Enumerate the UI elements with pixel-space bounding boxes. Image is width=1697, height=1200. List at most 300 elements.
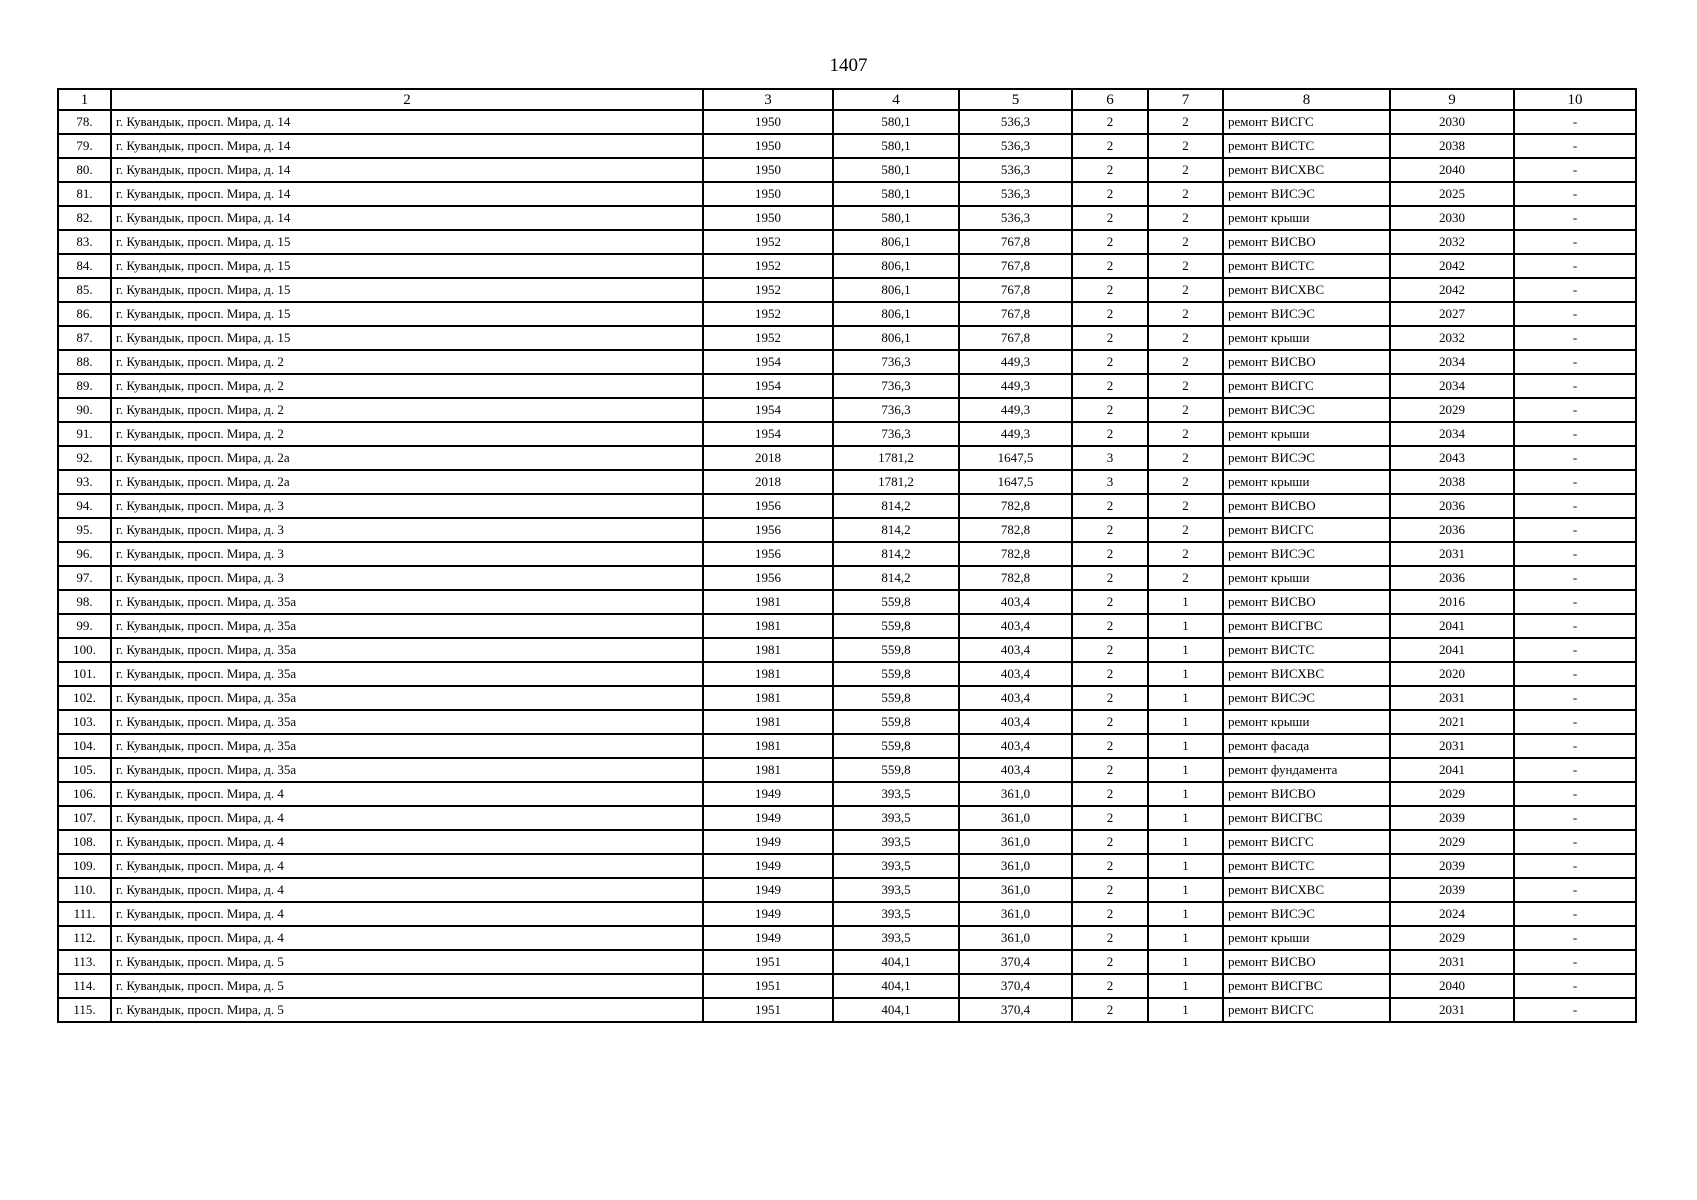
- cell-note: -: [1514, 326, 1636, 350]
- table-row: [58, 950, 1636, 974]
- cell-work-type: ремонт ВИСГС: [1223, 518, 1390, 542]
- cell-work-type: ремонт ВИСВО: [1223, 350, 1390, 374]
- cell-living-area: 370,4: [959, 950, 1072, 974]
- cell-build-year: 1981: [703, 734, 833, 758]
- cell-row-number: 106.: [58, 782, 111, 806]
- cell-floors: 2: [1072, 686, 1148, 710]
- cell-row-number: 94.: [58, 494, 111, 518]
- cell-note: -: [1514, 206, 1636, 230]
- cell-address: г. Кувандык, просп. Мира, д. 14: [111, 158, 703, 182]
- cell-total-area: 559,8: [833, 590, 959, 614]
- cell-planned-year: 2039: [1390, 878, 1514, 902]
- cell-living-area: 449,3: [959, 398, 1072, 422]
- cell-address: г. Кувандык, просп. Мира, д. 35а: [111, 614, 703, 638]
- cell-entrances: 1: [1148, 902, 1223, 926]
- cell-note: -: [1514, 494, 1636, 518]
- cell-work-type: ремонт ВИСВО: [1223, 590, 1390, 614]
- cell-floors: 2: [1072, 902, 1148, 926]
- cell-living-area: 361,0: [959, 782, 1072, 806]
- cell-floors: 2: [1072, 422, 1148, 446]
- cell-work-type: ремонт крыши: [1223, 422, 1390, 446]
- column-header-2: 2: [111, 89, 703, 110]
- cell-entrances: 2: [1148, 326, 1223, 350]
- cell-living-area: 782,8: [959, 542, 1072, 566]
- cell-address: г. Кувандык, просп. Мира, д. 14: [111, 206, 703, 230]
- cell-planned-year: 2034: [1390, 350, 1514, 374]
- cell-living-area: 403,4: [959, 710, 1072, 734]
- cell-note: -: [1514, 734, 1636, 758]
- cell-planned-year: 2029: [1390, 926, 1514, 950]
- table-row: [58, 566, 1636, 590]
- cell-living-area: 449,3: [959, 422, 1072, 446]
- cell-floors: 2: [1072, 830, 1148, 854]
- cell-build-year: 1949: [703, 806, 833, 830]
- table-row: [58, 614, 1636, 638]
- cell-total-area: 404,1: [833, 950, 959, 974]
- cell-floors: 2: [1072, 878, 1148, 902]
- table-row: [58, 278, 1636, 302]
- cell-row-number: 83.: [58, 230, 111, 254]
- cell-note: -: [1514, 902, 1636, 926]
- cell-work-type: ремонт крыши: [1223, 206, 1390, 230]
- cell-total-area: 736,3: [833, 374, 959, 398]
- cell-note: -: [1514, 998, 1636, 1022]
- cell-floors: 2: [1072, 398, 1148, 422]
- cell-work-type: ремонт ВИСЭС: [1223, 686, 1390, 710]
- cell-total-area: 559,8: [833, 758, 959, 782]
- cell-entrances: 1: [1148, 758, 1223, 782]
- cell-address: г. Кувандык, просп. Мира, д. 5: [111, 998, 703, 1022]
- cell-planned-year: 2029: [1390, 398, 1514, 422]
- cell-total-area: 393,5: [833, 854, 959, 878]
- table-row: [58, 662, 1636, 686]
- table-row: [58, 230, 1636, 254]
- cell-work-type: ремонт фундамента: [1223, 758, 1390, 782]
- cell-entrances: 2: [1148, 206, 1223, 230]
- cell-entrances: 1: [1148, 710, 1223, 734]
- cell-floors: 2: [1072, 254, 1148, 278]
- cell-build-year: 1952: [703, 326, 833, 350]
- cell-entrances: 2: [1148, 182, 1223, 206]
- cell-address: г. Кувандык, просп. Мира, д. 15: [111, 278, 703, 302]
- cell-work-type: ремонт ВИСГВС: [1223, 614, 1390, 638]
- cell-total-area: 806,1: [833, 326, 959, 350]
- cell-living-area: 536,3: [959, 110, 1072, 134]
- cell-note: -: [1514, 758, 1636, 782]
- cell-planned-year: 2031: [1390, 686, 1514, 710]
- cell-note: -: [1514, 470, 1636, 494]
- cell-total-area: 580,1: [833, 206, 959, 230]
- cell-note: -: [1514, 398, 1636, 422]
- cell-build-year: 1952: [703, 302, 833, 326]
- cell-total-area: 404,1: [833, 974, 959, 998]
- cell-entrances: 2: [1148, 422, 1223, 446]
- cell-entrances: 1: [1148, 830, 1223, 854]
- table-row: [58, 902, 1636, 926]
- cell-living-area: 370,4: [959, 998, 1072, 1022]
- cell-work-type: ремонт крыши: [1223, 470, 1390, 494]
- cell-floors: 2: [1072, 374, 1148, 398]
- cell-row-number: 100.: [58, 638, 111, 662]
- cell-living-area: 782,8: [959, 566, 1072, 590]
- cell-floors: 2: [1072, 614, 1148, 638]
- cell-living-area: 449,3: [959, 350, 1072, 374]
- cell-note: -: [1514, 806, 1636, 830]
- cell-work-type: ремонт ВИСГС: [1223, 998, 1390, 1022]
- cell-build-year: 1949: [703, 926, 833, 950]
- cell-row-number: 90.: [58, 398, 111, 422]
- cell-total-area: 580,1: [833, 158, 959, 182]
- cell-floors: 2: [1072, 926, 1148, 950]
- page-number: 1407: [829, 55, 868, 76]
- cell-entrances: 2: [1148, 110, 1223, 134]
- cell-living-area: 536,3: [959, 158, 1072, 182]
- cell-build-year: 1981: [703, 614, 833, 638]
- cell-note: -: [1514, 686, 1636, 710]
- cell-address: г. Кувандык, просп. Мира, д. 3: [111, 494, 703, 518]
- cell-address: г. Кувандык, просп. Мира, д. 35а: [111, 686, 703, 710]
- table-row: [58, 638, 1636, 662]
- column-header-10: 10: [1514, 89, 1636, 110]
- cell-note: -: [1514, 134, 1636, 158]
- cell-work-type: ремонт ВИСВО: [1223, 950, 1390, 974]
- cell-row-number: 96.: [58, 542, 111, 566]
- header-row: [58, 89, 1636, 110]
- cell-build-year: 1956: [703, 542, 833, 566]
- cell-living-area: 767,8: [959, 254, 1072, 278]
- cell-work-type: ремонт ВИСГВС: [1223, 974, 1390, 998]
- cell-row-number: 92.: [58, 446, 111, 470]
- cell-entrances: 1: [1148, 998, 1223, 1022]
- cell-total-area: 393,5: [833, 878, 959, 902]
- cell-address: г. Кувандык, просп. Мира, д. 35а: [111, 734, 703, 758]
- cell-total-area: 559,8: [833, 614, 959, 638]
- cell-planned-year: 2021: [1390, 710, 1514, 734]
- table-row: [58, 974, 1636, 998]
- cell-work-type: ремонт ВИСГС: [1223, 110, 1390, 134]
- cell-build-year: 1951: [703, 998, 833, 1022]
- cell-living-area: 403,4: [959, 638, 1072, 662]
- cell-address: г. Кувандык, просп. Мира, д. 3: [111, 542, 703, 566]
- cell-planned-year: 2032: [1390, 230, 1514, 254]
- cell-address: г. Кувандык, просп. Мира, д. 35а: [111, 662, 703, 686]
- cell-total-area: 736,3: [833, 398, 959, 422]
- table-row: [58, 998, 1636, 1022]
- cell-entrances: 1: [1148, 782, 1223, 806]
- cell-floors: 2: [1072, 230, 1148, 254]
- cell-floors: 3: [1072, 446, 1148, 470]
- cell-note: -: [1514, 878, 1636, 902]
- cell-floors: 2: [1072, 854, 1148, 878]
- cell-work-type: ремонт ВИСЭС: [1223, 302, 1390, 326]
- cell-entrances: 2: [1148, 566, 1223, 590]
- table-row: [58, 734, 1636, 758]
- cell-planned-year: 2036: [1390, 518, 1514, 542]
- cell-work-type: ремонт ВИСЭС: [1223, 446, 1390, 470]
- cell-build-year: 1949: [703, 782, 833, 806]
- cell-address: г. Кувандык, просп. Мира, д. 15: [111, 230, 703, 254]
- table-row: [58, 590, 1636, 614]
- cell-row-number: 98.: [58, 590, 111, 614]
- cell-total-area: 814,2: [833, 566, 959, 590]
- cell-living-area: 361,0: [959, 878, 1072, 902]
- cell-row-number: 115.: [58, 998, 111, 1022]
- cell-row-number: 80.: [58, 158, 111, 182]
- cell-living-area: 403,4: [959, 614, 1072, 638]
- cell-row-number: 79.: [58, 134, 111, 158]
- cell-floors: 2: [1072, 494, 1148, 518]
- cell-note: -: [1514, 278, 1636, 302]
- cell-floors: 2: [1072, 758, 1148, 782]
- cell-row-number: 91.: [58, 422, 111, 446]
- cell-row-number: 114.: [58, 974, 111, 998]
- cell-work-type: ремонт ВИСЭС: [1223, 902, 1390, 926]
- cell-build-year: 1952: [703, 230, 833, 254]
- cell-floors: 2: [1072, 110, 1148, 134]
- cell-entrances: 2: [1148, 470, 1223, 494]
- column-header-6: 6: [1072, 89, 1148, 110]
- cell-living-area: 1647,5: [959, 446, 1072, 470]
- cell-entrances: 1: [1148, 806, 1223, 830]
- table-row: [58, 518, 1636, 542]
- cell-note: -: [1514, 182, 1636, 206]
- cell-work-type: ремонт ВИСВО: [1223, 494, 1390, 518]
- cell-entrances: 2: [1148, 398, 1223, 422]
- cell-floors: 2: [1072, 662, 1148, 686]
- cell-planned-year: 2031: [1390, 950, 1514, 974]
- table-row: [58, 758, 1636, 782]
- cell-entrances: 2: [1148, 278, 1223, 302]
- cell-total-area: 806,1: [833, 302, 959, 326]
- table-row: [58, 446, 1636, 470]
- cell-build-year: 1952: [703, 254, 833, 278]
- cell-address: г. Кувандык, просп. Мира, д. 4: [111, 830, 703, 854]
- cell-work-type: ремонт ВИСВО: [1223, 782, 1390, 806]
- cell-address: г. Кувандык, просп. Мира, д. 14: [111, 182, 703, 206]
- cell-living-area: 403,4: [959, 686, 1072, 710]
- cell-entrances: 1: [1148, 974, 1223, 998]
- cell-work-type: ремонт ВИСЭС: [1223, 398, 1390, 422]
- cell-planned-year: 2027: [1390, 302, 1514, 326]
- column-header-1: 1: [58, 89, 111, 110]
- cell-planned-year: 2038: [1390, 470, 1514, 494]
- table-row: [58, 470, 1636, 494]
- cell-entrances: 1: [1148, 926, 1223, 950]
- cell-total-area: 814,2: [833, 518, 959, 542]
- cell-build-year: 2018: [703, 446, 833, 470]
- cell-planned-year: 2038: [1390, 134, 1514, 158]
- cell-planned-year: 2034: [1390, 374, 1514, 398]
- cell-living-area: 361,0: [959, 902, 1072, 926]
- cell-address: г. Кувандык, просп. Мира, д. 5: [111, 950, 703, 974]
- cell-row-number: 103.: [58, 710, 111, 734]
- cell-note: -: [1514, 566, 1636, 590]
- cell-work-type: ремонт ВИСВО: [1223, 230, 1390, 254]
- cell-living-area: 449,3: [959, 374, 1072, 398]
- table-row: [58, 686, 1636, 710]
- cell-address: г. Кувандык, просп. Мира, д. 35а: [111, 710, 703, 734]
- table-row: [58, 710, 1636, 734]
- cell-planned-year: 2029: [1390, 830, 1514, 854]
- cell-address: г. Кувандык, просп. Мира, д. 35а: [111, 758, 703, 782]
- cell-address: г. Кувандык, просп. Мира, д. 2а: [111, 470, 703, 494]
- cell-address: г. Кувандык, просп. Мира, д. 4: [111, 806, 703, 830]
- cell-total-area: 736,3: [833, 422, 959, 446]
- cell-entrances: 1: [1148, 590, 1223, 614]
- table-row: [58, 134, 1636, 158]
- cell-floors: 2: [1072, 278, 1148, 302]
- column-header-9: 9: [1390, 89, 1514, 110]
- cell-work-type: ремонт ВИСХВС: [1223, 878, 1390, 902]
- cell-note: -: [1514, 662, 1636, 686]
- cell-build-year: 1954: [703, 398, 833, 422]
- cell-planned-year: 2040: [1390, 974, 1514, 998]
- cell-total-area: 559,8: [833, 710, 959, 734]
- cell-address: г. Кувандык, просп. Мира, д. 3: [111, 518, 703, 542]
- cell-row-number: 86.: [58, 302, 111, 326]
- cell-planned-year: 2041: [1390, 638, 1514, 662]
- cell-planned-year: 2031: [1390, 542, 1514, 566]
- cell-living-area: 361,0: [959, 854, 1072, 878]
- cell-total-area: 559,8: [833, 638, 959, 662]
- cell-floors: 2: [1072, 350, 1148, 374]
- cell-row-number: 85.: [58, 278, 111, 302]
- cell-note: -: [1514, 302, 1636, 326]
- cell-total-area: 736,3: [833, 350, 959, 374]
- cell-row-number: 101.: [58, 662, 111, 686]
- cell-entrances: 2: [1148, 350, 1223, 374]
- cell-total-area: 393,5: [833, 926, 959, 950]
- cell-row-number: 89.: [58, 374, 111, 398]
- cell-build-year: 1949: [703, 830, 833, 854]
- cell-note: -: [1514, 950, 1636, 974]
- cell-note: -: [1514, 230, 1636, 254]
- cell-row-number: 109.: [58, 854, 111, 878]
- cell-floors: 2: [1072, 782, 1148, 806]
- cell-planned-year: 2042: [1390, 254, 1514, 278]
- cell-planned-year: 2016: [1390, 590, 1514, 614]
- cell-planned-year: 2025: [1390, 182, 1514, 206]
- cell-work-type: ремонт ВИСТС: [1223, 134, 1390, 158]
- cell-living-area: 767,8: [959, 326, 1072, 350]
- cell-note: -: [1514, 542, 1636, 566]
- cell-build-year: 1956: [703, 566, 833, 590]
- cell-entrances: 1: [1148, 662, 1223, 686]
- cell-entrances: 1: [1148, 950, 1223, 974]
- cell-address: г. Кувандык, просп. Мира, д. 2: [111, 398, 703, 422]
- cell-address: г. Кувандык, просп. Мира, д. 15: [111, 326, 703, 350]
- cell-build-year: 1981: [703, 686, 833, 710]
- cell-build-year: 1950: [703, 134, 833, 158]
- cell-work-type: ремонт ВИСХВС: [1223, 158, 1390, 182]
- cell-build-year: 2018: [703, 470, 833, 494]
- table-row: [58, 398, 1636, 422]
- cell-floors: 2: [1072, 302, 1148, 326]
- cell-row-number: 99.: [58, 614, 111, 638]
- cell-row-number: 97.: [58, 566, 111, 590]
- cell-planned-year: 2036: [1390, 494, 1514, 518]
- cell-address: г. Кувандык, просп. Мира, д. 14: [111, 134, 703, 158]
- table-row: [58, 854, 1636, 878]
- cell-build-year: 1949: [703, 878, 833, 902]
- cell-floors: 2: [1072, 974, 1148, 998]
- cell-floors: 2: [1072, 158, 1148, 182]
- cell-entrances: 2: [1148, 446, 1223, 470]
- cell-build-year: 1954: [703, 374, 833, 398]
- cell-total-area: 393,5: [833, 806, 959, 830]
- cell-address: г. Кувандык, просп. Мира, д. 4: [111, 854, 703, 878]
- cell-living-area: 403,4: [959, 590, 1072, 614]
- cell-floors: 2: [1072, 638, 1148, 662]
- cell-total-area: 806,1: [833, 230, 959, 254]
- cell-note: -: [1514, 830, 1636, 854]
- cell-entrances: 1: [1148, 734, 1223, 758]
- cell-planned-year: 2040: [1390, 158, 1514, 182]
- cell-row-number: 88.: [58, 350, 111, 374]
- cell-address: г. Кувандык, просп. Мира, д. 15: [111, 302, 703, 326]
- cell-total-area: 806,1: [833, 278, 959, 302]
- cell-row-number: 105.: [58, 758, 111, 782]
- cell-planned-year: 2043: [1390, 446, 1514, 470]
- table-row: [58, 542, 1636, 566]
- cell-row-number: 82.: [58, 206, 111, 230]
- cell-build-year: 1951: [703, 950, 833, 974]
- table-row: [58, 878, 1636, 902]
- cell-build-year: 1949: [703, 902, 833, 926]
- cell-entrances: 2: [1148, 302, 1223, 326]
- cell-living-area: 361,0: [959, 830, 1072, 854]
- cell-row-number: 108.: [58, 830, 111, 854]
- cell-floors: 2: [1072, 566, 1148, 590]
- cell-note: -: [1514, 518, 1636, 542]
- cell-floors: 2: [1072, 518, 1148, 542]
- table-row: [58, 158, 1636, 182]
- cell-note: -: [1514, 614, 1636, 638]
- cell-living-area: 536,3: [959, 134, 1072, 158]
- cell-living-area: 767,8: [959, 302, 1072, 326]
- cell-living-area: 361,0: [959, 926, 1072, 950]
- cell-entrances: 2: [1148, 494, 1223, 518]
- cell-address: г. Кувандык, просп. Мира, д. 2: [111, 422, 703, 446]
- table-row: [58, 182, 1636, 206]
- cell-total-area: 559,8: [833, 686, 959, 710]
- cell-living-area: 767,8: [959, 278, 1072, 302]
- cell-build-year: 1950: [703, 158, 833, 182]
- cell-planned-year: 2024: [1390, 902, 1514, 926]
- cell-floors: 2: [1072, 326, 1148, 350]
- cell-address: г. Кувандык, просп. Мира, д. 4: [111, 878, 703, 902]
- cell-planned-year: 2041: [1390, 614, 1514, 638]
- cell-living-area: 361,0: [959, 806, 1072, 830]
- cell-work-type: ремонт ВИСГС: [1223, 374, 1390, 398]
- table-row: [58, 926, 1636, 950]
- table-row: [58, 110, 1636, 134]
- cell-build-year: 1981: [703, 758, 833, 782]
- cell-build-year: 1981: [703, 638, 833, 662]
- cell-entrances: 2: [1148, 374, 1223, 398]
- cell-entrances: 1: [1148, 854, 1223, 878]
- column-header-7: 7: [1148, 89, 1223, 110]
- cell-note: -: [1514, 926, 1636, 950]
- cell-floors: 2: [1072, 710, 1148, 734]
- cell-build-year: 1950: [703, 182, 833, 206]
- cell-address: г. Кувандык, просп. Мира, д. 2а: [111, 446, 703, 470]
- cell-entrances: 1: [1148, 878, 1223, 902]
- cell-work-type: ремонт ВИСГВС: [1223, 806, 1390, 830]
- cell-planned-year: 2042: [1390, 278, 1514, 302]
- cell-total-area: 393,5: [833, 830, 959, 854]
- cell-total-area: 559,8: [833, 734, 959, 758]
